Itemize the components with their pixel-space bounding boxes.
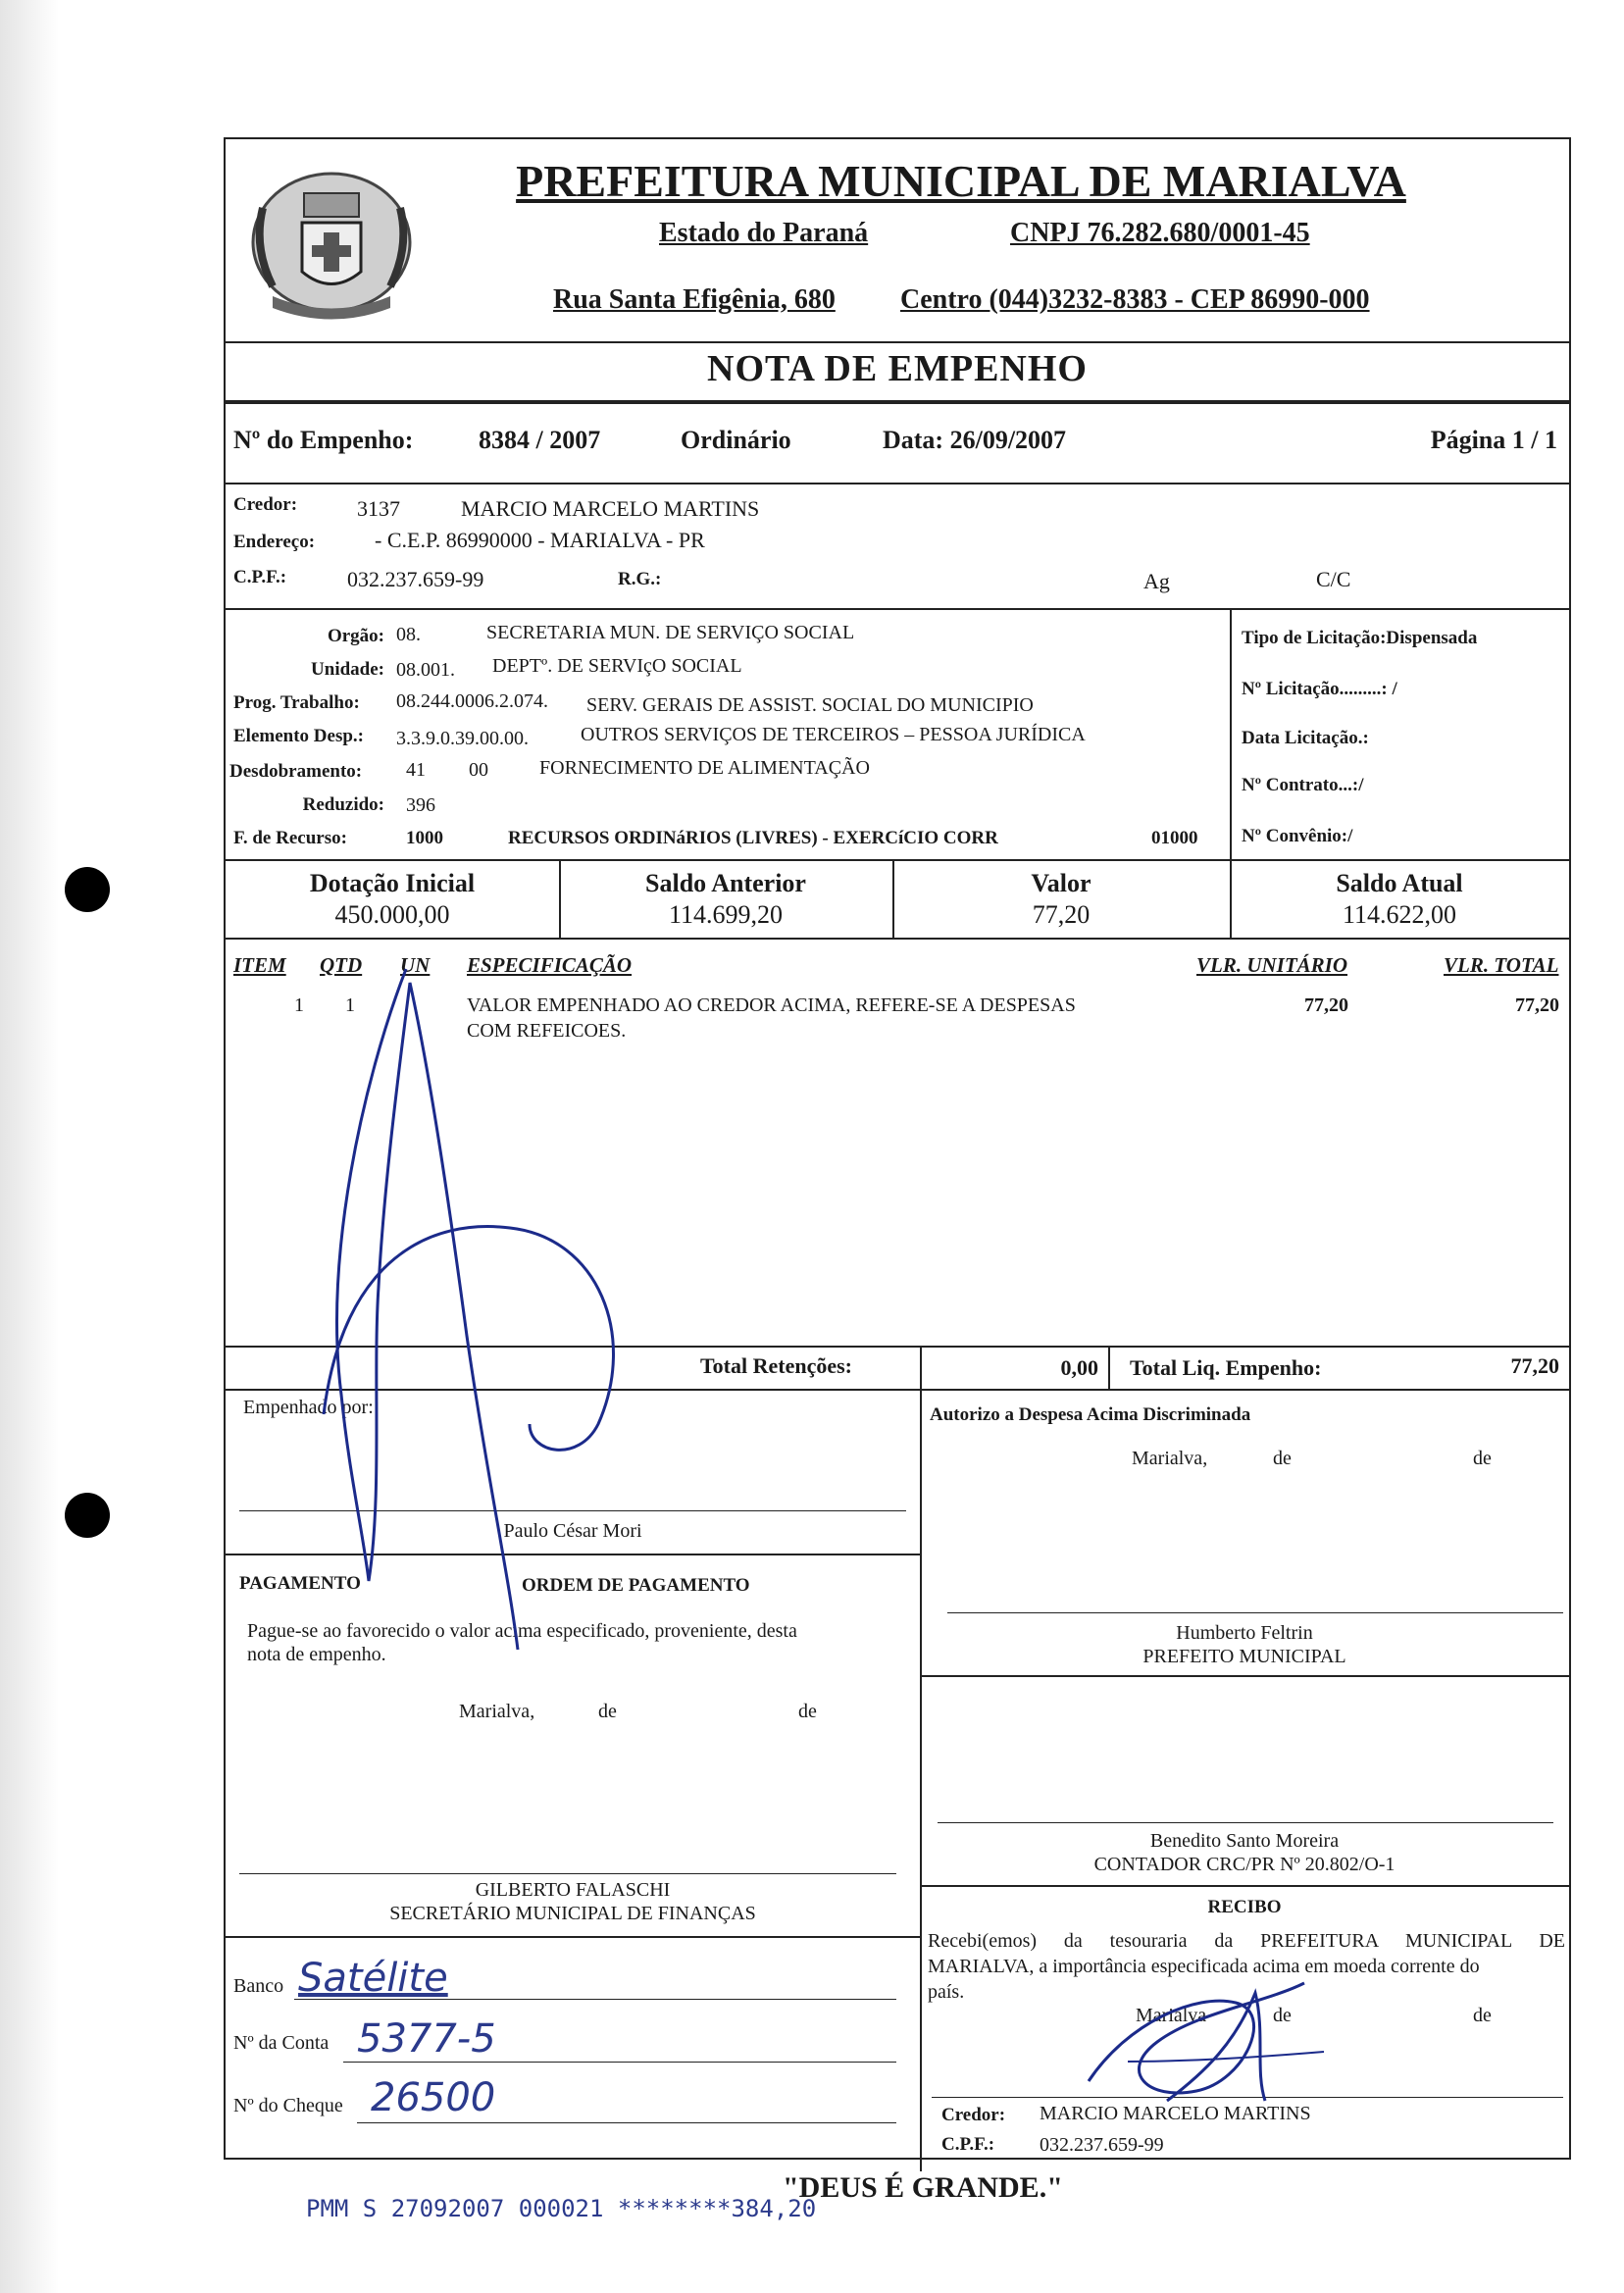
- saldo-atual-label: Saldo Atual: [1336, 869, 1463, 897]
- col-qtd: QTD: [320, 953, 363, 977]
- desdobramento-label: Desdobramento:: [229, 761, 363, 782]
- numero-convenio: Nº Convênio:/: [1242, 826, 1353, 846]
- recibo-text-line2: MARIALVA, a importância especificada acima em moeda corrente do: [928, 1956, 1480, 1977]
- credor-label: Credor:: [233, 494, 298, 515]
- autorizo-de-2: de: [1473, 1448, 1492, 1469]
- recibo-label: RECIBO: [1207, 1897, 1282, 1917]
- punch-hole-top: [65, 867, 110, 912]
- prefeito-name: Humberto Feltrin: [1176, 1622, 1313, 1644]
- pagamento-de-2: de: [798, 1701, 817, 1722]
- credor-name: MARCIO MARCELO MARTINS: [461, 496, 760, 521]
- page-number: Página 1 / 1: [1430, 426, 1557, 454]
- empenhado-por-label: Empenhado por:: [243, 1397, 374, 1418]
- recibo-text-line1: Recebi(emos) da tesouraria da PREFEITURA MUNICIPAL DE: [928, 1930, 1565, 1952]
- recibo-text-line3: país.: [928, 1981, 965, 2003]
- total-liquido-label: Total Liq. Empenho:: [1130, 1355, 1322, 1380]
- page-shadow: [0, 0, 59, 2293]
- ag-label: Ag: [1143, 569, 1170, 593]
- elemento-name: OUTROS SERVIÇOS DE TERCEIROS – PESSOA JURÍDICA: [581, 724, 1086, 745]
- dotacao-inicial-value: 450.000,00: [334, 900, 450, 929]
- empenho-number: 8384 / 2007: [479, 426, 601, 454]
- recibo-de-1: de: [1273, 2005, 1292, 2026]
- desdobramento-code: 41: [406, 759, 426, 781]
- numero-contrato: Nº Contrato...:/: [1242, 775, 1364, 795]
- state-label: Estado do Paraná: [659, 218, 869, 248]
- recibo-cpf-label: C.P.F.:: [941, 2134, 995, 2155]
- autorizo-label: Autorizo a Despesa Acima Discriminada: [930, 1404, 1251, 1425]
- col-especificacao: ESPECIFICAÇÃO: [467, 953, 633, 977]
- row-valor-unitario: 77,20: [1304, 994, 1348, 1016]
- secretario-name: GILBERTO FALASCHI: [475, 1879, 671, 1901]
- address-label: Rua Santa Efigênia, 680: [553, 284, 836, 315]
- recurso-code-2: 01000: [1151, 828, 1198, 848]
- empenho-number-label: Nº do Empenho:: [233, 426, 414, 454]
- saldo-anterior-value: 114.699,20: [668, 900, 784, 929]
- cnpj-label: CNPJ 76.282.680/0001-45: [1010, 218, 1310, 248]
- col-valor-total: VLR. TOTAL: [1444, 953, 1559, 977]
- ordem-pagamento-label: ORDEM DE PAGAMENTO: [522, 1575, 750, 1596]
- banco-label: Banco: [233, 1975, 284, 1997]
- credor-code: 3137: [357, 496, 400, 521]
- mechanical-stamp: PMM S 27092007 000021 ********384,20: [306, 2195, 817, 2222]
- signature-empenhado: [284, 963, 736, 1669]
- conta-label: Nº da Conta: [233, 2032, 330, 2054]
- conta-value: 5377-5: [357, 2016, 496, 2062]
- phone-cep-label: Centro (044)3232-8383 - CEP 86990-000: [900, 284, 1370, 315]
- dotacao-inicial-label: Dotação Inicial: [309, 869, 476, 897]
- signature-recibo: [1069, 1963, 1383, 2111]
- coat-of-arms-logo: [233, 149, 430, 335]
- saldo-atual-value: 114.622,00: [1342, 900, 1457, 929]
- prefeito-role: PREFEITO MUNICIPAL: [1142, 1646, 1346, 1667]
- contador-name: Benedito Santo Moreira: [1149, 1830, 1340, 1852]
- banco-value: Satélite: [298, 1956, 448, 2001]
- unidade-label: Unidade:: [311, 659, 384, 680]
- orgao-label: Orgão:: [327, 626, 384, 646]
- pagamento-de-1: de: [598, 1701, 617, 1722]
- programa-label: Prog. Trabalho:: [233, 692, 360, 713]
- saldo-anterior-label: Saldo Anterior: [645, 869, 806, 897]
- total-retencoes-value: 0,00: [1060, 1355, 1098, 1380]
- row-especificacao-line1: VALOR EMPENHADO AO CREDOR ACIMA, REFERE-SE A DESPESAS: [467, 994, 1076, 1016]
- col-un: UN: [400, 953, 431, 977]
- empenho-date: Data: 26/09/2007: [883, 426, 1067, 454]
- recibo-credor-label: Credor:: [941, 2105, 1006, 2125]
- recurso-name: RECURSOS ORDINáRIOS (LIVRES) - EXERCíCIO CORR: [508, 828, 998, 848]
- recurso-label: F. de Recurso:: [233, 828, 347, 848]
- recibo-place: Marialva: [1136, 2005, 1207, 2026]
- recurso-code: 1000: [406, 828, 443, 848]
- col-item: ITEM: [233, 953, 286, 977]
- elemento-label: Elemento Desp.:: [233, 726, 364, 746]
- municipality-title: PREFEITURA MUNICIPAL DE MARIALVA: [516, 156, 1406, 206]
- valor-label: Valor: [1031, 869, 1091, 897]
- row-valor-total: 77,20: [1515, 994, 1559, 1016]
- contador-role: CONTADOR CRC/PR Nº 20.802/O-1: [1093, 1854, 1396, 1875]
- orgao-name: SECRETARIA MUN. DE SERVIÇO SOCIAL: [486, 622, 855, 643]
- document-title: NOTA DE EMPENHO: [707, 348, 1088, 389]
- recibo-de-2: de: [1473, 2005, 1492, 2026]
- total-liquido-value: 77,20: [1510, 1353, 1559, 1378]
- total-retencoes-label: Total Retenções:: [700, 1353, 852, 1378]
- reduzido-code: 396: [406, 794, 435, 816]
- credor-address: - C.E.P. 86990000 - MARIALVA - PR: [375, 528, 705, 552]
- orgao-code: 08.: [396, 624, 421, 645]
- data-licitacao: Data Licitação.:: [1242, 728, 1369, 748]
- credor-cpf: 032.237.659-99: [347, 567, 484, 591]
- footer-motto: "DEUS É GRANDE.": [783, 2171, 1063, 2204]
- row-especificacao-line2: COM REFEICOES.: [467, 1020, 627, 1042]
- desdobramento-subcode: 00: [469, 759, 488, 781]
- elemento-code: 3.3.9.0.39.00.00.: [396, 728, 529, 749]
- pagamento-text-line2: nota de empenho.: [247, 1644, 386, 1665]
- row-qtd: 1: [345, 994, 355, 1016]
- punch-hole-bottom: [65, 1493, 110, 1538]
- autorizo-de-1: de: [1273, 1448, 1292, 1469]
- tipo-licitacao: Tipo de Licitação:Dispensada: [1242, 628, 1478, 648]
- recibo-credor-name: MARCIO MARCELO MARTINS: [1040, 2103, 1311, 2124]
- empenho-type: Ordinário: [681, 426, 791, 454]
- row-item: 1: [294, 994, 304, 1016]
- autorizo-place: Marialva,: [1132, 1448, 1208, 1469]
- desdobramento-name: FORNECIMENTO DE ALIMENTAÇÃO: [539, 757, 870, 779]
- pagamento-text-line1: Pague-se ao favorecido o valor acima especificado, proveniente, desta: [247, 1620, 797, 1642]
- valor-value: 77,20: [1032, 900, 1091, 929]
- cheque-label: Nº do Cheque: [233, 2095, 343, 2116]
- reduzido-label: Reduzido:: [302, 794, 384, 815]
- programa-code: 08.244.0006.2.074.: [396, 690, 548, 712]
- cheque-value: 26500: [371, 2075, 496, 2120]
- unidade-code: 08.001.: [396, 659, 455, 681]
- empenhado-por-name: Paulo César Mori: [503, 1520, 642, 1542]
- nota-de-empenho-form: [224, 137, 1571, 2160]
- recibo-cpf-value: 032.237.659-99: [1040, 2134, 1164, 2156]
- numero-licitacao: Nº Licitação.........: /: [1242, 679, 1397, 699]
- programa-name: SERV. GERAIS DE ASSIST. SOCIAL DO MUNICIPIO: [586, 694, 1034, 716]
- pagamento-place: Marialva,: [459, 1701, 535, 1722]
- pagamento-label: PAGAMENTO: [239, 1573, 361, 1594]
- cpf-label: C.P.F.:: [233, 567, 287, 587]
- unidade-name: DEPTº. DE SERVIçO SOCIAL: [492, 655, 742, 677]
- col-valor-unitario: VLR. UNITÁRIO: [1196, 953, 1348, 977]
- rg-label: R.G.:: [618, 569, 662, 589]
- cc-label: C/C: [1316, 567, 1351, 591]
- secretario-role: SECRETÁRIO MUNICIPAL DE FINANÇAS: [389, 1903, 756, 1924]
- endereco-label: Endereço:: [233, 532, 316, 552]
